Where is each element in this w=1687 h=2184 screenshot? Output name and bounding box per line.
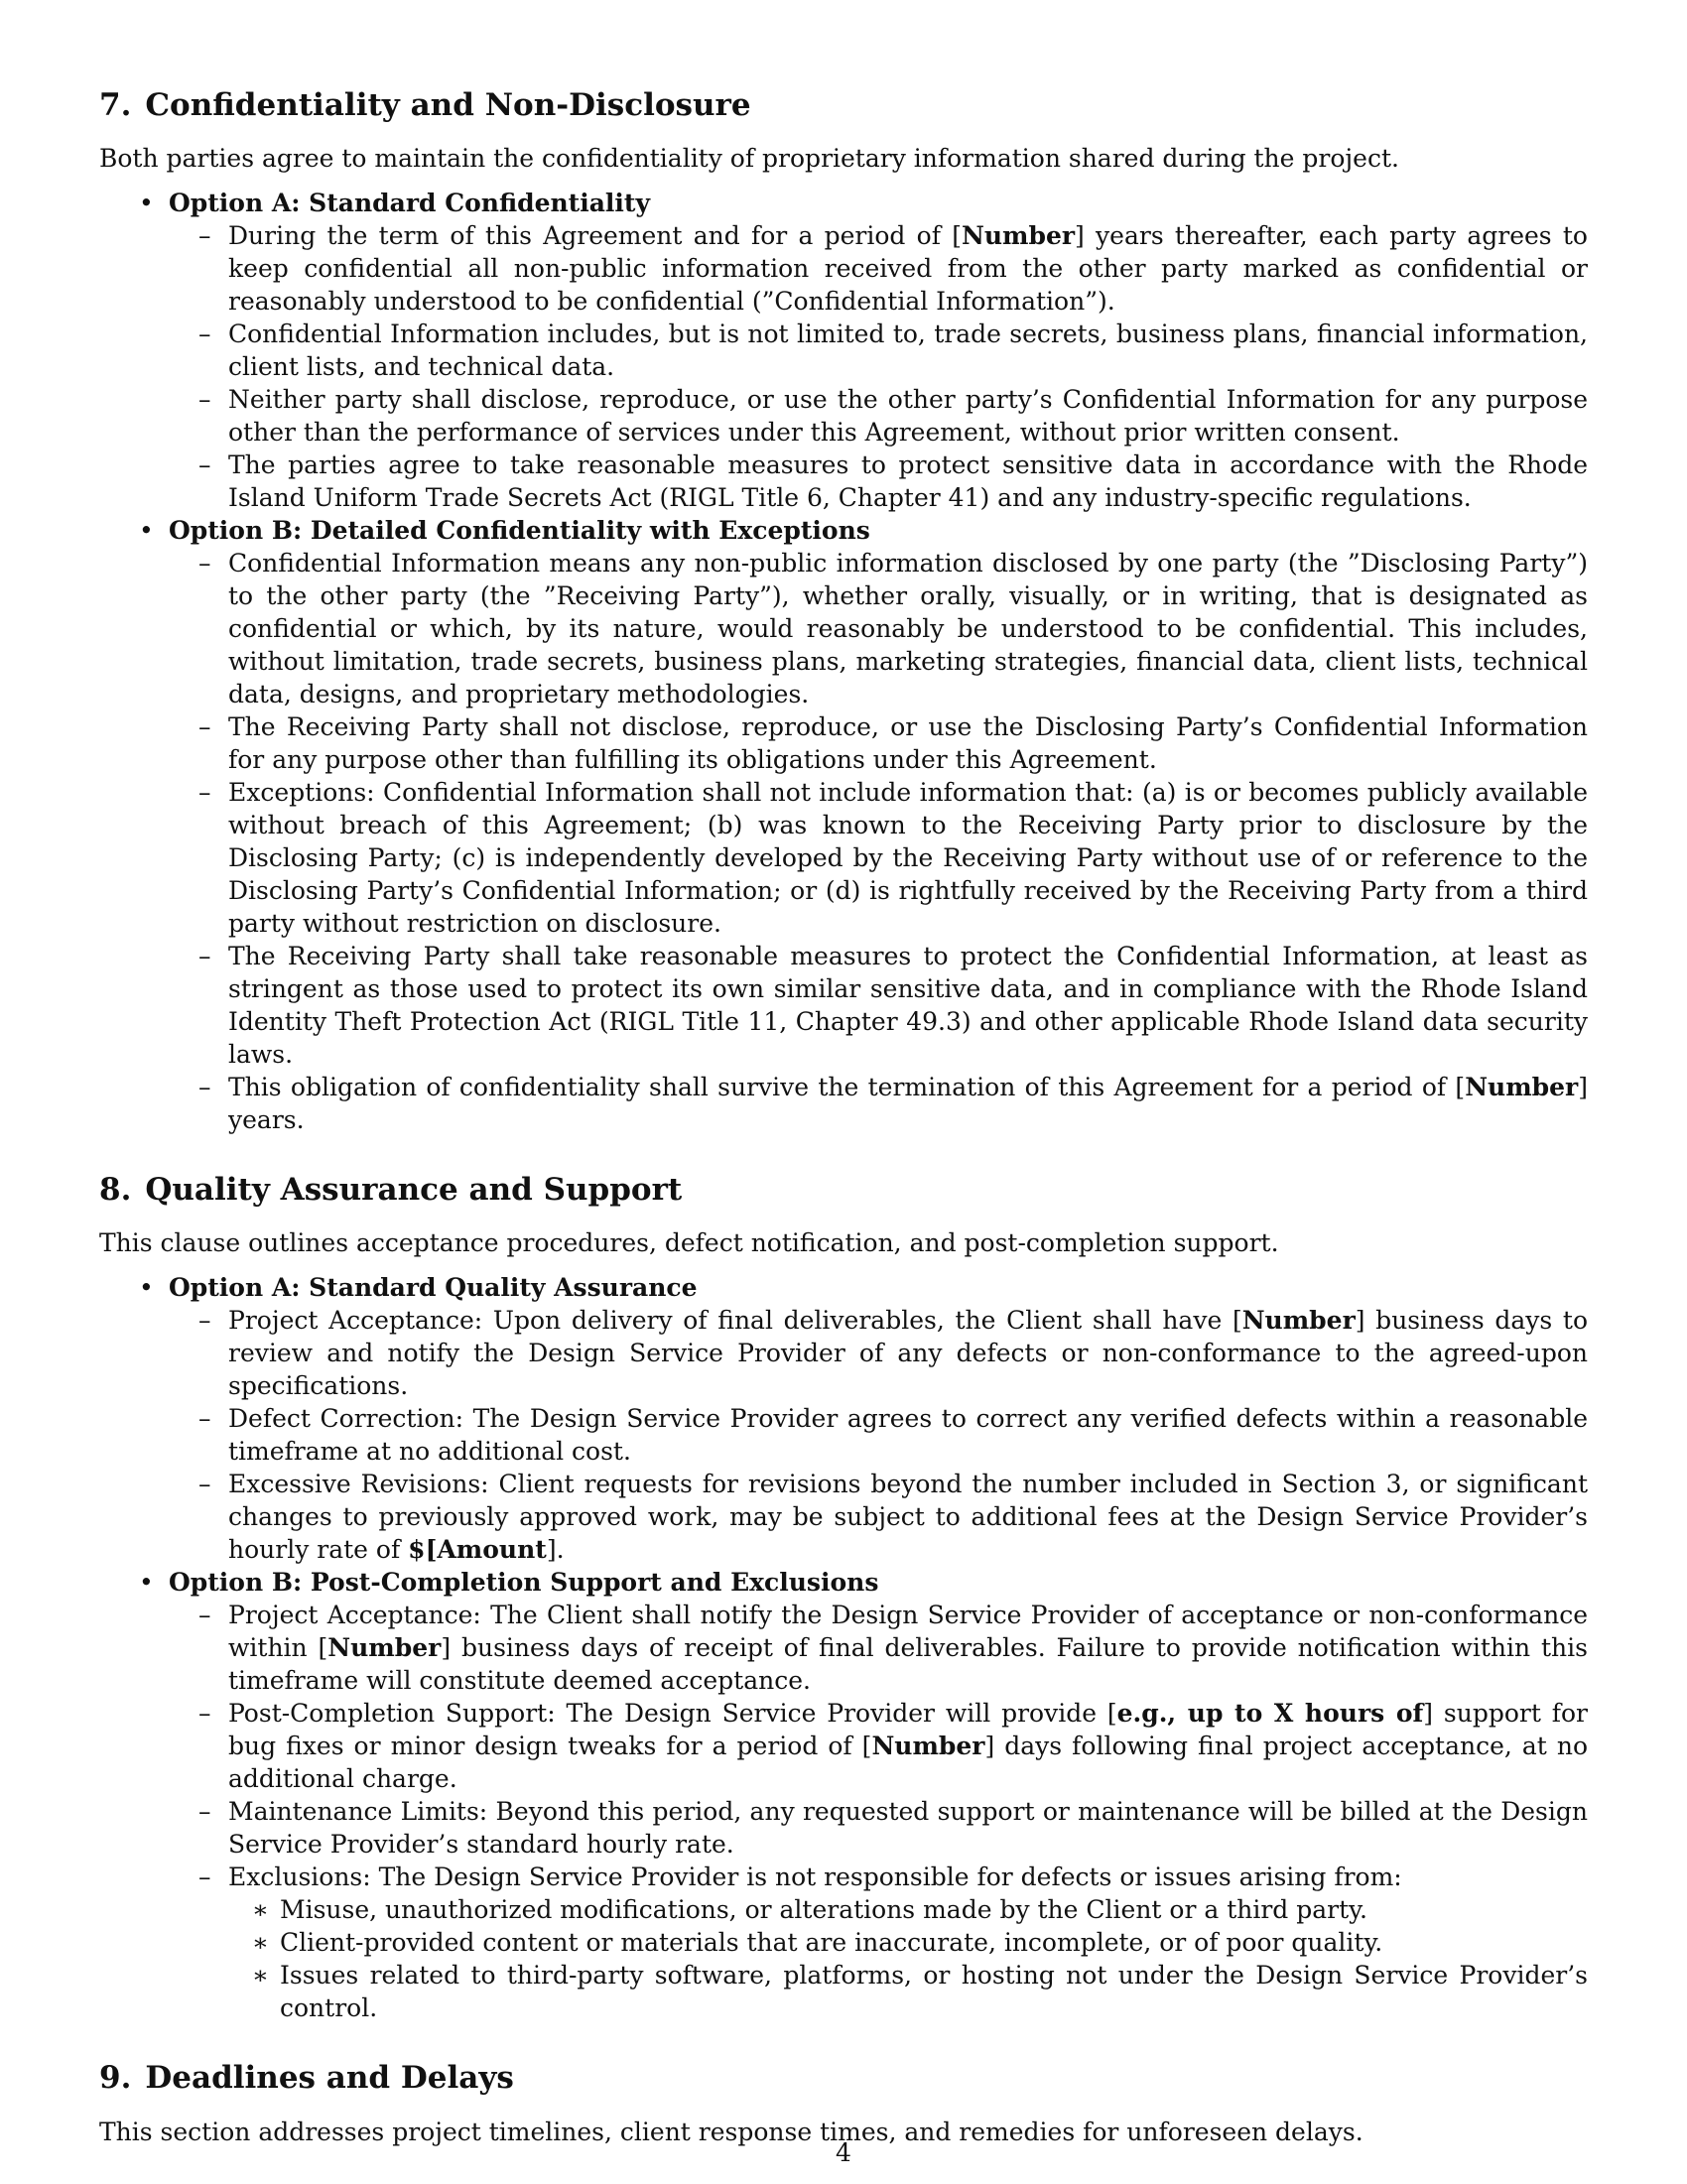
placeholder-field: Number xyxy=(1241,1306,1356,1336)
section-7 xyxy=(99,87,1588,1136)
clause-text: ] days following final project acceptance, at no additional charge. xyxy=(228,1732,1588,1794)
clause-item xyxy=(198,219,1588,318)
clause-text: Neither party shall disclose, reproduce, or use the other party’s Confidential Information for any purpose other than the performance of services under this Agreement, without prior written consent. xyxy=(228,385,1588,448)
section-number: 9. xyxy=(99,2060,132,2097)
bullet-icon: • xyxy=(139,189,154,218)
clause-text: ] business days to review and notify the Design Service Provider of any defects or non-conformance to the agreed-upon specifications. xyxy=(228,1306,1588,1401)
exclusion-list xyxy=(228,1893,1588,2024)
section-title: Confidentiality and Non-Disclosure xyxy=(145,87,751,123)
clause-item xyxy=(198,318,1588,383)
dash-icon: – xyxy=(198,1797,211,1827)
clause-item xyxy=(198,940,1588,1071)
clause-text: Maintenance Limits: Beyond this period, any requested support or maintenance will be billed at the Design Service Provider’s standard hourly rate. xyxy=(228,1797,1588,1860)
exclusion-item xyxy=(252,1926,1588,1959)
section-9-heading xyxy=(99,2060,1588,2097)
clause-text: Exclusions: The Design Service Provider is not responsible for defects or issues arising from: xyxy=(228,1863,1402,1892)
bullet-icon: • xyxy=(139,1568,154,1598)
clause-text: ] support for bug fixes or minor design tweaks for a period of [ xyxy=(228,1699,1589,1761)
section-8-heading xyxy=(99,1172,1588,1209)
clause-list xyxy=(169,1304,1588,1566)
clause-text: Project Acceptance: The Client shall notify the Design Service Provider of acceptance or non-conformance within [ xyxy=(228,1601,1588,1663)
section-9 xyxy=(99,2060,1588,2147)
page-number: 4 xyxy=(836,2138,851,2167)
dash-icon: – xyxy=(198,320,211,349)
clause-text: ] years. xyxy=(228,1073,1588,1135)
clause-text: Project Acceptance: Upon delivery of final deliverables, the Client shall have [ xyxy=(228,1306,1242,1336)
clause-text: Exceptions: Confidential Information shall not include information that: (a) is or becomes publicly available without breach of this Agreement; (b) was known to the Receiving Party prior to disclosure by the Disclosing Party; (c) is independently developed by the Receiving Party without use of or reference to the Disclosing Party’s Confidential Information; or (d) is rightfully received by the Receiving Party from a third party without restriction on disclosure. xyxy=(228,778,1588,939)
exclusion-text: Issues related to third-party software, platforms, or hosting not under the Design Service Provider’s control. xyxy=(280,1961,1588,2023)
clause-item xyxy=(198,449,1588,514)
dash-icon: – xyxy=(198,385,211,415)
clause-item xyxy=(198,710,1588,776)
clause-item xyxy=(198,776,1588,940)
exclusion-text: Client-provided content or materials that are inaccurate, incomplete, or of poor quality. xyxy=(280,1928,1383,1958)
clause-text: The Receiving Party shall take reasonable measures to protect the Confidential Information, at least as stringent as those used to protect its own similar sensitive data, and in compliance with the Rhode Island Identity Theft Protection Act (RIGL Title 11, Chapter 49.3) and other applicable Rhode Island data security laws. xyxy=(228,942,1588,1070)
option-list xyxy=(99,187,1588,1136)
clause-item xyxy=(198,1468,1588,1566)
clause-text: ] business days of receipt of final deliverables. Failure to provide notification within this timeframe will constitute deemed acceptance. xyxy=(228,1633,1588,1696)
clause-item xyxy=(198,1697,1589,1795)
clause-list xyxy=(169,1599,1588,2024)
exclusion-text: Misuse, unauthorized modifications, or alterations made by the Client or a third party. xyxy=(280,1895,1367,1925)
section-intro: This clause outlines acceptance procedures, defect notification, and post-completion support. xyxy=(99,1228,1279,1258)
clause-item xyxy=(198,1795,1588,1861)
placeholder-field: Number xyxy=(1465,1073,1579,1102)
dash-icon: – xyxy=(198,450,211,480)
asterisk-icon: ∗ xyxy=(252,1928,269,1958)
clause-text: Confidential Information includes, but is not limited to, trade secrets, business plans, financial information, client lists, and technical data. xyxy=(228,320,1588,382)
clause-item xyxy=(198,1402,1588,1468)
section-intro: This section addresses project timelines, client response times, and remedies for unforeseen delays. xyxy=(99,2117,1363,2146)
option-title: Option A: Standard Confidentiality xyxy=(169,189,650,218)
section-number: 7. xyxy=(99,87,132,123)
section-intro: Both parties agree to maintain the confidentiality of proprietary information shared during the project. xyxy=(99,144,1399,174)
clause-list xyxy=(169,219,1588,514)
section-number: 8. xyxy=(99,1172,132,1209)
clause-item xyxy=(198,1071,1588,1136)
clause-item xyxy=(198,1861,1588,2024)
clause-text: The parties agree to take reasonable measures to protect sensitive data in accordance with the Rhode Island Uniform Trade Secrets Act (RIGL Title 6, Chapter 41) and any industry-specific regulations. xyxy=(228,450,1588,513)
exclusion-item xyxy=(252,1959,1588,2024)
dash-icon: – xyxy=(198,942,211,971)
option-title: Option B: Detailed Confidentiality with Exceptions xyxy=(169,516,870,546)
option-a xyxy=(139,187,1588,514)
clause-item xyxy=(198,547,1588,710)
placeholder-field: Number xyxy=(871,1732,985,1761)
clause-item xyxy=(198,1599,1588,1697)
dash-icon: – xyxy=(198,1863,211,1892)
bullet-icon: • xyxy=(139,1273,154,1303)
clause-text: Defect Correction: The Design Service Provider agrees to correct any verified defects within a reasonable timeframe at no additional cost. xyxy=(228,1404,1588,1467)
dash-icon: – xyxy=(198,1306,211,1336)
option-title: Option B: Post-Completion Support and Exclusions xyxy=(169,1568,879,1598)
clause-text: ]. xyxy=(546,1535,565,1565)
asterisk-icon: ∗ xyxy=(252,1961,269,1991)
clause-text: Post-Completion Support: The Design Service Provider will provide [ xyxy=(228,1699,1117,1729)
dash-icon: – xyxy=(198,712,211,742)
clause-list xyxy=(169,547,1588,1136)
dash-icon: – xyxy=(198,1470,211,1499)
dash-icon: – xyxy=(198,549,211,578)
clause-text: Confidential Information means any non-public information disclosed by one party (the ”Disclosing Party”) to the other party (the ”Receiving Party”), whether orally, visually, or in writing, that is designated as confidential or which, by its nature, would reasonably be understood to be confidential. This includes, without limitation, trade secrets, business plans, marketing strategies, financial data, client lists, technical data, designs, and proprietary methodologies. xyxy=(228,549,1588,709)
asterisk-icon: ∗ xyxy=(252,1895,269,1925)
option-a xyxy=(139,1271,1588,1566)
section-8 xyxy=(99,1172,1588,2024)
exclusion-item xyxy=(252,1893,1588,1926)
option-b xyxy=(139,1566,1589,2024)
clause-item xyxy=(198,1304,1588,1402)
section-title: Quality Assurance and Support xyxy=(145,1172,683,1209)
clause-text: During the term of this Agreement and for a period of [ xyxy=(228,221,962,251)
placeholder-field: $[Amount xyxy=(408,1535,547,1565)
dash-icon: – xyxy=(198,1699,211,1729)
clause-text: The Receiving Party shall not disclose, reproduce, or use the Disclosing Party’s Confidential Information for any purpose other than fulfilling its obligations under this Agreement. xyxy=(228,712,1588,775)
clause-text: ] years thereafter, each party agrees to keep confidential all non-public information received from the other party marked as confidential or reasonably understood to be confidential (”Confidential Information”). xyxy=(228,221,1588,317)
dash-icon: – xyxy=(198,1073,211,1102)
clause-item xyxy=(198,383,1588,449)
option-b xyxy=(139,514,1588,1136)
placeholder-field: e.g., up to X hours of xyxy=(1116,1699,1424,1729)
dash-icon: – xyxy=(198,1404,211,1434)
placeholder-field: Number xyxy=(327,1633,442,1663)
dash-icon: – xyxy=(198,1601,211,1630)
document-page xyxy=(99,87,1588,2184)
placeholder-field: Number xyxy=(962,221,1076,251)
option-title: Option A: Standard Quality Assurance xyxy=(169,1273,698,1303)
section-title: Deadlines and Delays xyxy=(145,2060,514,2097)
clause-text: This obligation of confidentiality shall survive the termination of this Agreement for a period of [ xyxy=(228,1073,1466,1102)
clause-text: Excessive Revisions: Client requests for revisions beyond the number included in Section 3, or significant changes to previously approved work, may be subject to additional fees at the Design Service Provider’s hourly rate of xyxy=(228,1470,1588,1565)
dash-icon: – xyxy=(198,221,211,251)
bullet-icon: • xyxy=(139,516,154,546)
dash-icon: – xyxy=(198,778,211,808)
option-list xyxy=(99,1271,1588,2024)
section-7-heading xyxy=(99,87,1588,124)
